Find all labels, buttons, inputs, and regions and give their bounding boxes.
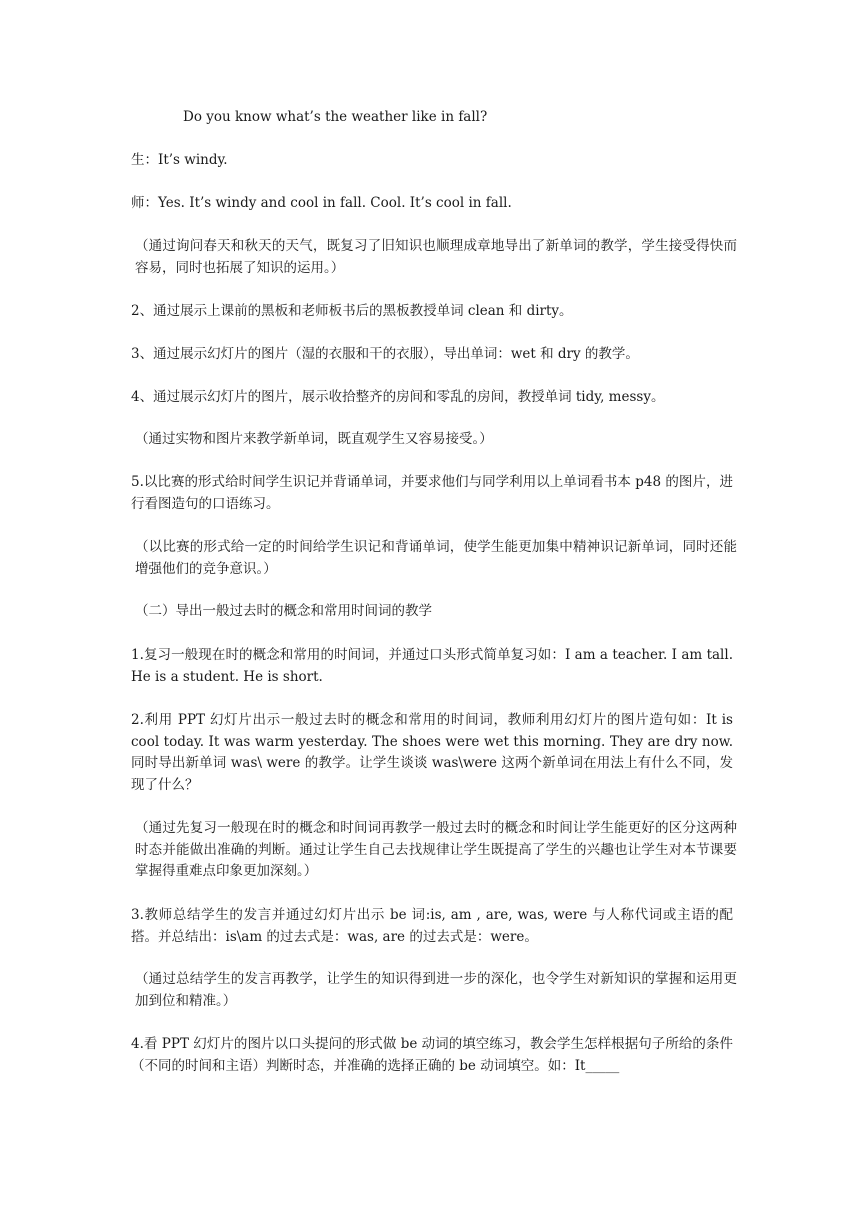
- note-paragraph: （通过先复习一般现在时的概念和时间词再教学一般过去时的概念和时间让学生能更好的区分这两种时态并能做出准确的判断。通过让学生自己去找规律让学生既提高了学生的兴趣也让学生对本节课要掌握得重难点印象更加深刻。）: [135, 820, 737, 879]
- step-paragraph: 3、通过展示幻灯片的图片（湿的衣服和干的衣服），导出单词：wet 和 dry 的教学。: [131, 346, 639, 362]
- dialogue-student-line: 生：It’s windy.: [131, 152, 228, 168]
- dialogue-teacher-line: 师：Yes. It’s windy and cool in fall. Cool. It’s cool in fall.: [131, 195, 512, 211]
- note-paragraph: （通过总结学生的发言再教学，让学生的知识得到进一步的深化，也令学生对新知识的掌握和运用更加到位和精准。）: [135, 971, 737, 1009]
- note-paragraph: （以比赛的形式给一定的时间给学生识记和背诵单词，使学生能更加集中精神识记新单词，同时还能增强他们的竞争意识。）: [135, 539, 737, 577]
- step-paragraph: 1.复习一般现在时的概念和常用的时间词，并通过口头形式简单复习如：I am a teacher. I am tall. He is a student. He is short.: [131, 647, 733, 685]
- dialogue-question: Do you know what’s the weather like in fall?: [183, 109, 488, 125]
- step-paragraph: 2、通过展示上课前的黑板和老师板书后的黑板教授单词 clean 和 dirty。: [131, 303, 573, 319]
- note-paragraph: （通过询问春天和秋天的天气，既复习了旧知识也顺理成章地导出了新单词的教学，学生接受得快而容易，同时也拓展了知识的运用。）: [135, 238, 737, 276]
- step-paragraph: 2.利用 PPT 幻灯片出示一般过去时的概念和常用的时间词，教师利用幻灯片的图片造句如：It is cool today. It was warm yesterday. The shoes were wet this morning. They are dry now.同时导出新单词 was\ were 的教学。让学生谈谈 was\were 这两个新单词在用法上有什么不同，发现了什么？: [131, 712, 733, 793]
- step-paragraph: 3.教师总结学生的发言并通过幻灯片出示 be 词:is, am , are, was, were 与人称代词或主语的配搭。并总结出：is\am 的过去式是：was, are 的过去式是：were。: [131, 907, 733, 945]
- section-heading: （二）导出一般过去时的概念和常用时间词的教学: [135, 603, 432, 619]
- step-paragraph: 4.看 PPT 幻灯片的图片以口头提问的形式做 be 动词的填空练习，教会学生怎样根据句子所给的条件（不同的时间和主语）判断时态，并准确的选择正确的 be 动词填空。如：It_____: [131, 1036, 733, 1074]
- note-paragraph: （通过实物和图片来教学新单词，既直观学生又容易接受。）: [135, 431, 493, 447]
- step-paragraph: 4、通过展示幻灯片的图片，展示收拾整齐的房间和零乱的房间，教授单词 tidy, messy。: [131, 389, 665, 405]
- step-paragraph: 5.以比赛的形式给时间学生识记并背诵单词，并要求他们与同学利用以上单词看书本 p48 的图片，进行看图造句的口语练习。: [131, 474, 733, 512]
